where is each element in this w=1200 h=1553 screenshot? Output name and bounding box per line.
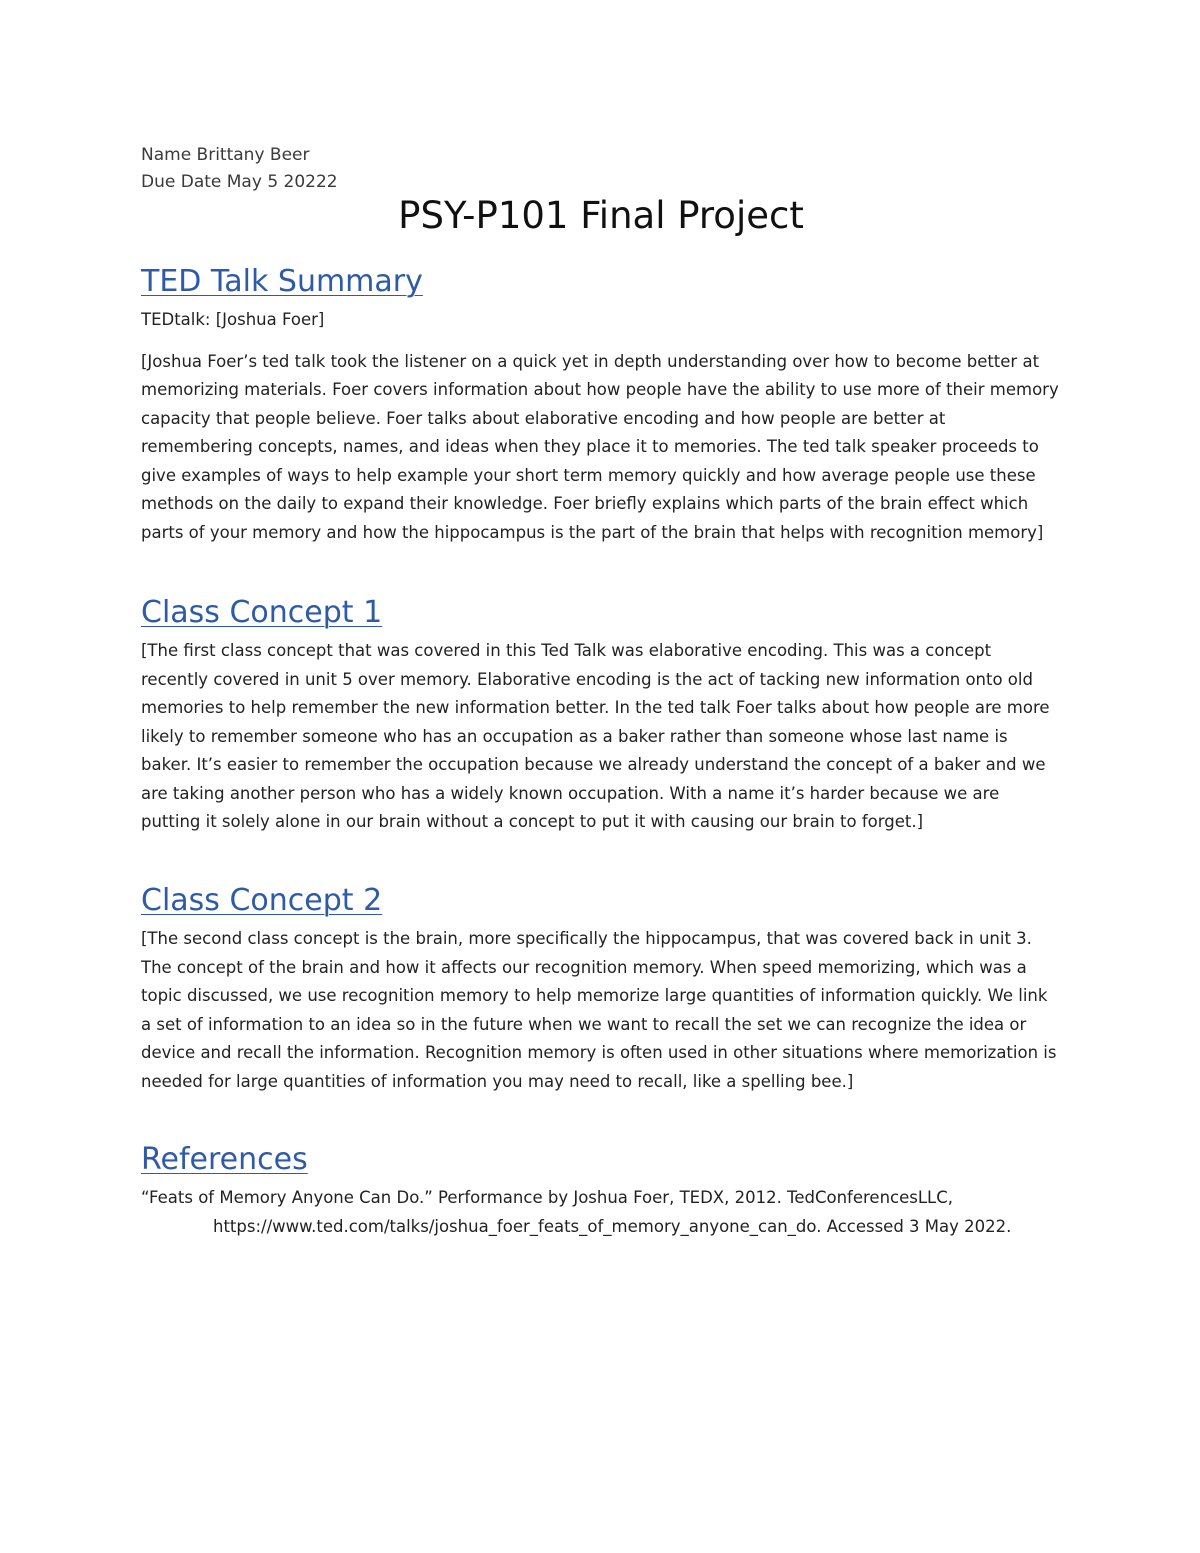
section-body: [Joshua Foer’s ted talk took the listener on a quick yet in depth understanding over how to become better at memorizing materials. Foer covers information about how people have the ability to use more of their memory capacity that people believe. Foer talks about elaborative encoding and how people are better at remembering concepts, names, and ideas when they place it to memories. The ted talk speaker proceeds to give examples of ways to help example your short term memory quickly and how average people use these methods on the daily to expand their knowledge. Foer briefly explains which parts of the brain effect which parts of your memory and how the hippocampus is the part of the brain that helps with recognition memory]	[141, 351, 1059, 542]
section-heading: TED Talk Summary	[141, 264, 423, 299]
section-heading: Class Concept 1	[141, 595, 383, 630]
ted-talk-subline: TEDtalk: [Joshua Foer]	[141, 310, 325, 329]
due-date: Due Date May 5 20222	[141, 172, 338, 192]
section-references	[141, 1140, 1061, 1241]
section-class-concept-1	[141, 593, 1061, 837]
section-body: [The second class concept is the brain, more specifically the hippocampus, that was covered back in unit 3. The concept of the brain and how it affects our recognition memory. When speed memorizing, which was a topic discussed, we use recognition memory to help memorize large quantities of information quickly. We link a set of information to an idea so in the future when we want to recall the set we can recognize the idea or device and recall the information. Recognition memory is often used in other situations where memorization is needed for large quantities of information you may need to recall, like a spelling bee.]	[141, 929, 1057, 1091]
document-title: PSY-P101 Final Project	[398, 194, 804, 237]
header-meta	[141, 142, 338, 196]
section-body: [The first class concept that was covered in this Ted Talk was elaborative encoding. This was a concept recently covered in unit 5 over memory. Elaborative encoding is the act of tacking new information onto old memories to help remember the new information better. In the ted talk Foer talks about how people are more likely to remember someone who has an occupation as a baker rather than someone whose last name is baker. It’s easier to remember the occupation because we already understand the concept of a baker and we are taking another person who has a widely known occupation. With a name it’s harder because we are putting it solely alone in our brain without a concept to put it with causing our brain to forget.]	[141, 641, 1050, 831]
student-name: Name Brittany Beer	[141, 145, 310, 165]
section-heading: Class Concept 2	[141, 883, 383, 918]
reference-entry: “Feats of Memory Anyone Can Do.” Performance by Joshua Foer, TEDX, 2012. TedConferencesLLC, https://www.ted.com/talks/joshua_foer_feats_of_memory_anyone_can_do. Accessed 3 May 2022.	[141, 1188, 1012, 1236]
section-ted-talk-summary	[141, 262, 1061, 547]
section-heading: References	[141, 1142, 308, 1177]
section-class-concept-2	[141, 881, 1061, 1096]
